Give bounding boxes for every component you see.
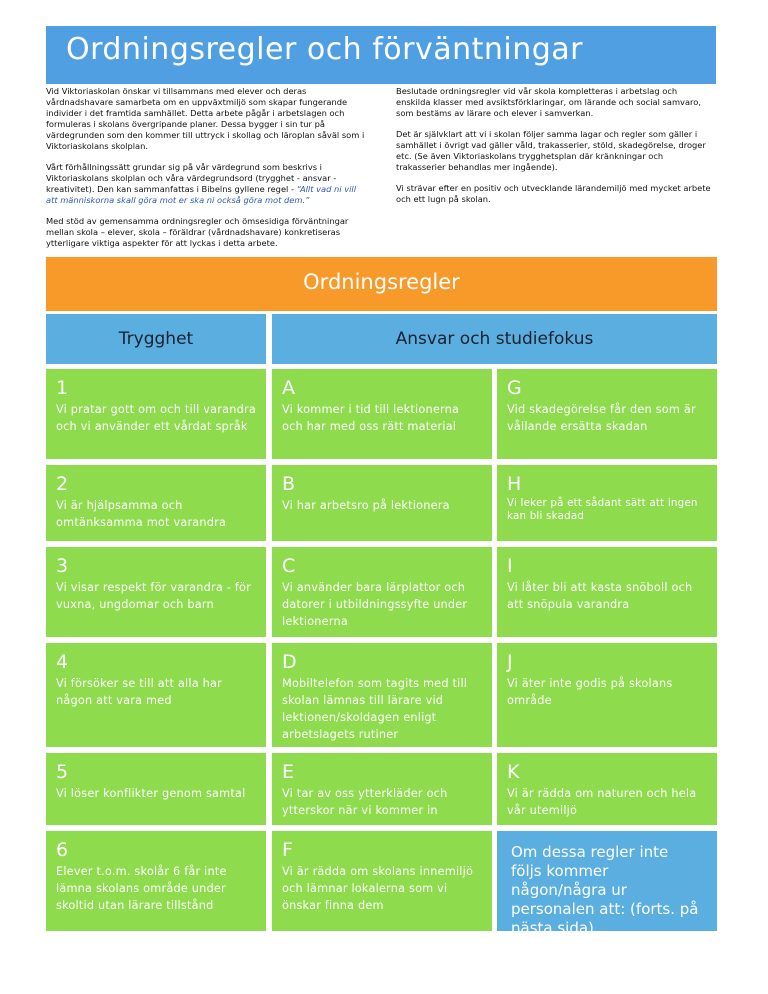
- rule-number: J: [507, 651, 513, 673]
- rule-text: Vid skadegörelse får den som är vållande ersätta skadan: [507, 403, 696, 433]
- rule-number: 3: [56, 555, 69, 577]
- rule-text: Vi kommer i tid till lektionerna och har med oss rätt material: [282, 403, 460, 433]
- intro-paragraph: Vårt förhållningssätt grundar sig på vår värdegrund som beskrivs i Viktoriaskolans skolplan och våra värdegrundsord (trygghet - ansvar - kreativitet). Den kan sammanfattas i Bibelns gyllene regel - “Allt vad ni vill att människorna skall göra mot er ska ni också göra mot dem.”: [46, 162, 357, 205]
- rule-number: K: [507, 761, 520, 783]
- intro-paragraph: Med stöd av gemensamma ordningsregler och ömsesidiga förväntningar mellan skola – elever, skola – föräldrar (vårdnadshavare) konkretiseras ytterligare viktiga aspekter för att lyckas i detta arbete.: [46, 216, 349, 248]
- column-header-ansvar: Ansvar och studiefokus: [272, 314, 717, 364]
- rule-text: Vi visar respekt för varandra - för vuxna, ungdomar och barn: [56, 581, 251, 611]
- rule-number: E: [282, 761, 295, 783]
- golden-rule-quote: “Allt vad ni vill att människorna skall göra mot er ska ni också göra mot dem.”: [46, 184, 357, 205]
- rule-text: Vi har arbetsro på lektionera: [282, 499, 450, 512]
- rule-number: H: [507, 473, 522, 495]
- rule-cell-d: [272, 643, 492, 747]
- rule-text: Vi använder bara lärplattor och datorer i utbildningssyfte under lektionerna: [282, 581, 468, 628]
- rule-number: 1: [56, 377, 69, 399]
- rule-number: G: [507, 377, 522, 399]
- rule-text: Vi är rädda om skolans innemiljö och lämnar lokalerna som vi önskar finna dem: [282, 865, 474, 912]
- rule-cell-b: [272, 465, 492, 541]
- intro-paragraph: Vid Viktoriaskolan önskar vi tillsammans med elever och deras vårdnadshavare samarbeta om en uppväxtmiljö som skapar fungerande individer i det framtida samhället. Detta arbete pågår i arbetslagen och formuleras i skolans övergripande planer. Dessa bygger i sin tur på värdegrunden som den kommer till uttryck i skollag och läroplan såväl som i Viktoriaskolans skolplan.: [46, 86, 365, 151]
- rule-cell-6: [46, 831, 266, 931]
- rule-cell-h: [497, 465, 717, 541]
- rule-cell-5: [46, 753, 266, 825]
- rule-number: 5: [56, 761, 69, 783]
- column-header-trygghet: Trygghet: [46, 314, 266, 364]
- rule-number: F: [282, 839, 293, 861]
- intro-left-column: [46, 86, 366, 259]
- rule-cell-a: [272, 369, 492, 459]
- rule-cell-e: [272, 753, 492, 825]
- rule-number: 4: [56, 651, 69, 673]
- rule-cell-1: [46, 369, 266, 459]
- rule-cell-j: [497, 643, 717, 747]
- rule-cell-3: [46, 547, 266, 637]
- rule-cell-i: [497, 547, 717, 637]
- rule-cell-f: [272, 831, 492, 931]
- rule-number: C: [282, 555, 296, 577]
- rule-cell-g: [497, 369, 717, 459]
- rule-text: Elever t.o.m. skolår 6 får inte lämna skolans område under skoltid utan lärare tillstånd: [56, 865, 227, 912]
- rule-number: D: [282, 651, 297, 673]
- rule-text: Vi tar av oss ytterkläder och ytterskor när vi kommer in: [282, 787, 448, 817]
- intro-paragraph: Det är självklart att vi i skolan följer samma lagar och regler som gäller i samhället i övrigt vad gäller våld, trakasserier, stöld, skadegörelse, droger etc. (Se även Viktoriaskolans trygghetsplan där kränkningar och trakasserier behandlas mer ingående).: [396, 129, 706, 172]
- rule-text: Vi är hjälpsamma och omtänksamma mot varandra: [56, 499, 227, 529]
- rule-text: Vi försöker se till att alla har någon att vara med: [56, 677, 222, 707]
- rule-text: Vi äter inte godis på skolans område: [507, 677, 673, 707]
- rule-text: Vi låter bli att kasta snöboll och att snöpula varandra: [507, 581, 693, 611]
- rule-cell-k: [497, 753, 717, 825]
- continuation-note: Om dessa regler inte följs kommer någon/några ur personalen att: (forts. på nästa sida): [497, 831, 717, 931]
- rule-number: I: [507, 555, 513, 577]
- rule-number: A: [282, 377, 295, 399]
- rules-heading-banner: [46, 257, 717, 311]
- intro-paragraph: Vi strävar efter en positiv och utvecklande lärandemiljö med mycket arbete och ett lugn på skolan.: [396, 183, 711, 204]
- rule-text: Vi är rädda om naturen och hela vår utemiljö: [507, 787, 697, 817]
- rule-cell-4: [46, 643, 266, 747]
- page-title: Ordningsregler och förväntningar: [66, 32, 584, 67]
- rule-text: Vi pratar gott om och till varandra och vi använder ett vårdat språk: [56, 403, 256, 433]
- title-banner: [46, 26, 716, 84]
- rule-text: Vi löser konflikter genom samtal: [56, 787, 246, 800]
- intro-right-column: [396, 86, 714, 215]
- rule-cell-2: [46, 465, 266, 541]
- rule-cell-c: [272, 547, 492, 637]
- rules-heading: Ordningsregler: [303, 270, 460, 294]
- rule-number: 6: [56, 839, 69, 861]
- rule-number: B: [282, 473, 296, 495]
- rule-text: Vi leker på ett sådant sätt att ingen kan bli skadad: [507, 497, 698, 522]
- intro-paragraph: Beslutade ordningsregler vid vår skola kompletteras i arbetslag och enskilda klasser med avsiktsförklaringar, om lärande och social samvaro, som bestäms av lärare och elever i samverkan.: [396, 86, 701, 118]
- rule-number: 2: [56, 473, 69, 495]
- rule-text: Mobiltelefon som tagits med till skolan lämnas till lärare vid lektionen/skoldagen enligt arbetslagets rutiner: [282, 677, 468, 741]
